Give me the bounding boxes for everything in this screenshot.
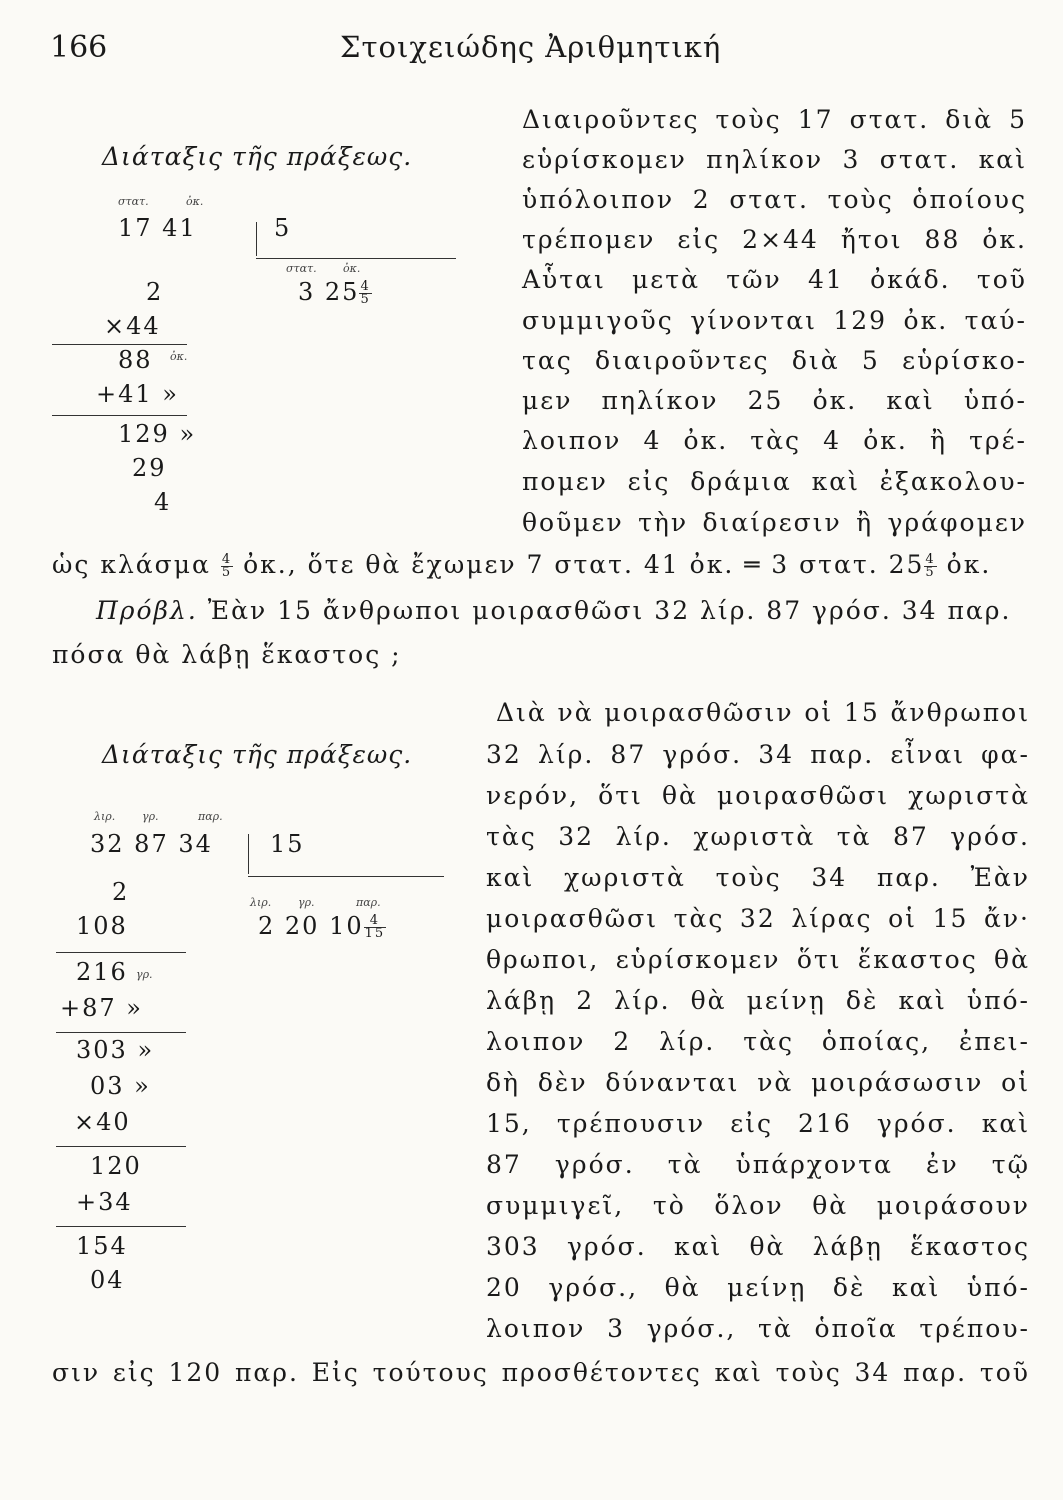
step: 2 [146, 278, 164, 306]
unit-label: στατ. [118, 195, 149, 208]
text-line: λοιπον 4 ὀκ. τὰς 4 ὀκ. ἢ τρέ- [522, 426, 1027, 455]
text-line: θοῦμεν τὴν διαίρεσιν ἢ γράφομεν [522, 508, 1027, 537]
step: 29 [132, 454, 167, 482]
text-line: Διὰ νὰ μοιρασθῶσιν οἱ 15 ἄνθρωποι [496, 698, 1030, 727]
text-line: μοιρασθῶσι τὰς 32 λίρας οἱ 15 ἄν· [486, 904, 1030, 933]
problem-question: πόσα θὰ λάβῃ ἕκαστος ; [52, 640, 402, 669]
step: +34 [76, 1188, 133, 1216]
text-line: εὑρίσκομεν πηλίκον 3 στατ. καὶ [522, 145, 1027, 174]
text-line: δὴ δὲν δύνανται νὰ μοιράσωσιν οἱ [486, 1068, 1030, 1097]
quotient [298, 278, 372, 306]
quotient-value: 2 20 10 [258, 912, 364, 940]
step: 120 [90, 1152, 142, 1180]
quotient [258, 912, 386, 940]
unit-label: ὀκ. [186, 195, 204, 208]
closing-line: σιν εἰς 120 παρ. Εἰς τούτους προσθέτοντες καὶ τοὺς 34 παρ. τοῦ [52, 1358, 1030, 1387]
text-line: μεν πηλίκον 25 ὀκ. καὶ ὑπό- [522, 386, 1027, 415]
text-line: λοιπον 3 γρόσ., τὰ ὁποῖα τρέπου- [486, 1314, 1030, 1343]
text-line: 15, τρέπουσιν εἰς 216 γρόσ. καὶ [486, 1109, 1030, 1138]
step-rule [56, 952, 186, 953]
division-bar [256, 222, 257, 256]
quotient-fraction: $\frac{4}{5}$ [360, 279, 371, 307]
text-line: τας διαιροῦντες διὰ 5 εὑρίσκο- [522, 346, 1027, 375]
text-line: πομεν εἰς δράμια καὶ ἐξακολου- [522, 467, 1027, 496]
unit-label: γρ. [142, 810, 159, 823]
text-line: Διαιροῦντες τοὺς 17 στατ. διὰ 5 [522, 105, 1027, 134]
quotient-fraction: $\frac{4}{15}$ [364, 913, 386, 941]
text-line: θρωποι, εὑρίσκομεν ὅτι ἕκαστος θὰ [486, 945, 1030, 974]
running-title: Στοιχειώδης Ἀριθμητική [340, 30, 722, 64]
text-line: 303 γρόσ. καὶ θὰ λάβῃ ἕκαστος [486, 1232, 1030, 1261]
text-line: 20 γρόσ., θὰ μείνῃ δὲ καὶ ὑπό- [486, 1273, 1030, 1302]
step: +87 » [60, 994, 143, 1022]
unit-label: στατ. [286, 262, 317, 275]
text-line: 32 λίρ. 87 γρόσ. 34 παρ. εἶναι φα- [486, 740, 1030, 769]
text-line: νερόν, ὅτι θὰ μοιρασθῶσι χωριστὰ [486, 781, 1030, 810]
divisor-rule [256, 258, 456, 259]
step: ⨯40 [74, 1108, 131, 1136]
step: 108 [76, 912, 128, 940]
problem-statement [96, 596, 1011, 625]
unit-label: ὀκ. [343, 262, 361, 275]
text-line: λοιπον 2 λίρ. τὰς ὁποίας, ἐπει- [486, 1027, 1030, 1056]
unit-label: λιρ. [94, 810, 116, 823]
step: 303 » [76, 1036, 155, 1064]
quotient-value: 3 25 [298, 278, 360, 306]
unit-label: γρ. [136, 968, 153, 981]
step: 04 [90, 1266, 125, 1294]
text-line: τρέπομεν εἰς 2⨯44 ἤτοι 88 ὀκ. [522, 225, 1027, 254]
step: 216 [76, 958, 128, 986]
text-line: καὶ χωριστὰ τοὺς 34 παρ. Ἐὰν [486, 863, 1030, 892]
problem-label: Πρόβλ. [96, 596, 198, 625]
closing-line: ὡς κλάσμα $\frac{4}{5}$ ὀκ., ὅτε θὰ ἔχωμεν 7 στατ. 41 ὀκ. ═ 3 στατ. 25 $\frac{4}{5}$ ὀκ. [52, 550, 992, 580]
step: 88 [118, 346, 153, 374]
step: 03 » [90, 1072, 151, 1100]
dividend: 32 87 34 [90, 830, 213, 858]
division-bar [248, 834, 249, 874]
text-line: λάβῃ 2 λίρ. θὰ μείνῃ δὲ καὶ ὑπό- [486, 986, 1030, 1015]
step: 4 [154, 488, 172, 516]
step: 2 [112, 878, 130, 906]
text-line: Αὗται μετὰ τῶν 41 ὀκάδ. τοῦ [522, 265, 1027, 294]
unit-label: παρ. [356, 896, 381, 909]
unit-label: ὀκ. [170, 350, 188, 363]
step-rule [56, 1226, 186, 1227]
text-line: τὰς 32 λίρ. χωριστὰ τὰ 87 γρόσ. [486, 822, 1030, 851]
arrangement-label-2: Διάταξις τῆς πράξεως. [102, 740, 413, 769]
divisor: 5 [274, 214, 292, 242]
dividend: 17 41 [118, 214, 197, 242]
step: +41 » [96, 380, 179, 408]
text-line: 87 γρόσ. τὰ ὑπάρχοντα ἐν τῷ [486, 1150, 1030, 1179]
divisor: 15 [270, 830, 305, 858]
unit-label: λιρ. [250, 896, 272, 909]
problem-text: Ἐὰν 15 ἄνθρωποι μοιρασθῶσι 32 λίρ. 87 γρόσ. 34 παρ. [207, 596, 1012, 625]
step-rule [56, 1146, 186, 1147]
step-rule [52, 415, 187, 416]
step-rule [56, 1032, 186, 1033]
arrangement-label-1: Διάταξις τῆς πράξεως. [102, 142, 413, 171]
unit-label: παρ. [198, 810, 223, 823]
divisor-rule [248, 876, 444, 877]
page-number: 166 [50, 30, 108, 65]
text-line: συμμιγεῖ, τὸ ὅλον θὰ μοιράσουν [486, 1191, 1030, 1220]
text-line: συμμιγοῦς γίνονται 129 ὀκ. ταύ- [522, 306, 1027, 335]
step: 154 [76, 1232, 128, 1260]
step: ×44 [104, 312, 161, 340]
step-rule [52, 344, 187, 345]
text-line: ὑπόλοιπον 2 στατ. τοὺς ὁποίους [522, 185, 1027, 214]
step: 129 » [118, 420, 197, 448]
unit-label: γρ. [298, 896, 315, 909]
